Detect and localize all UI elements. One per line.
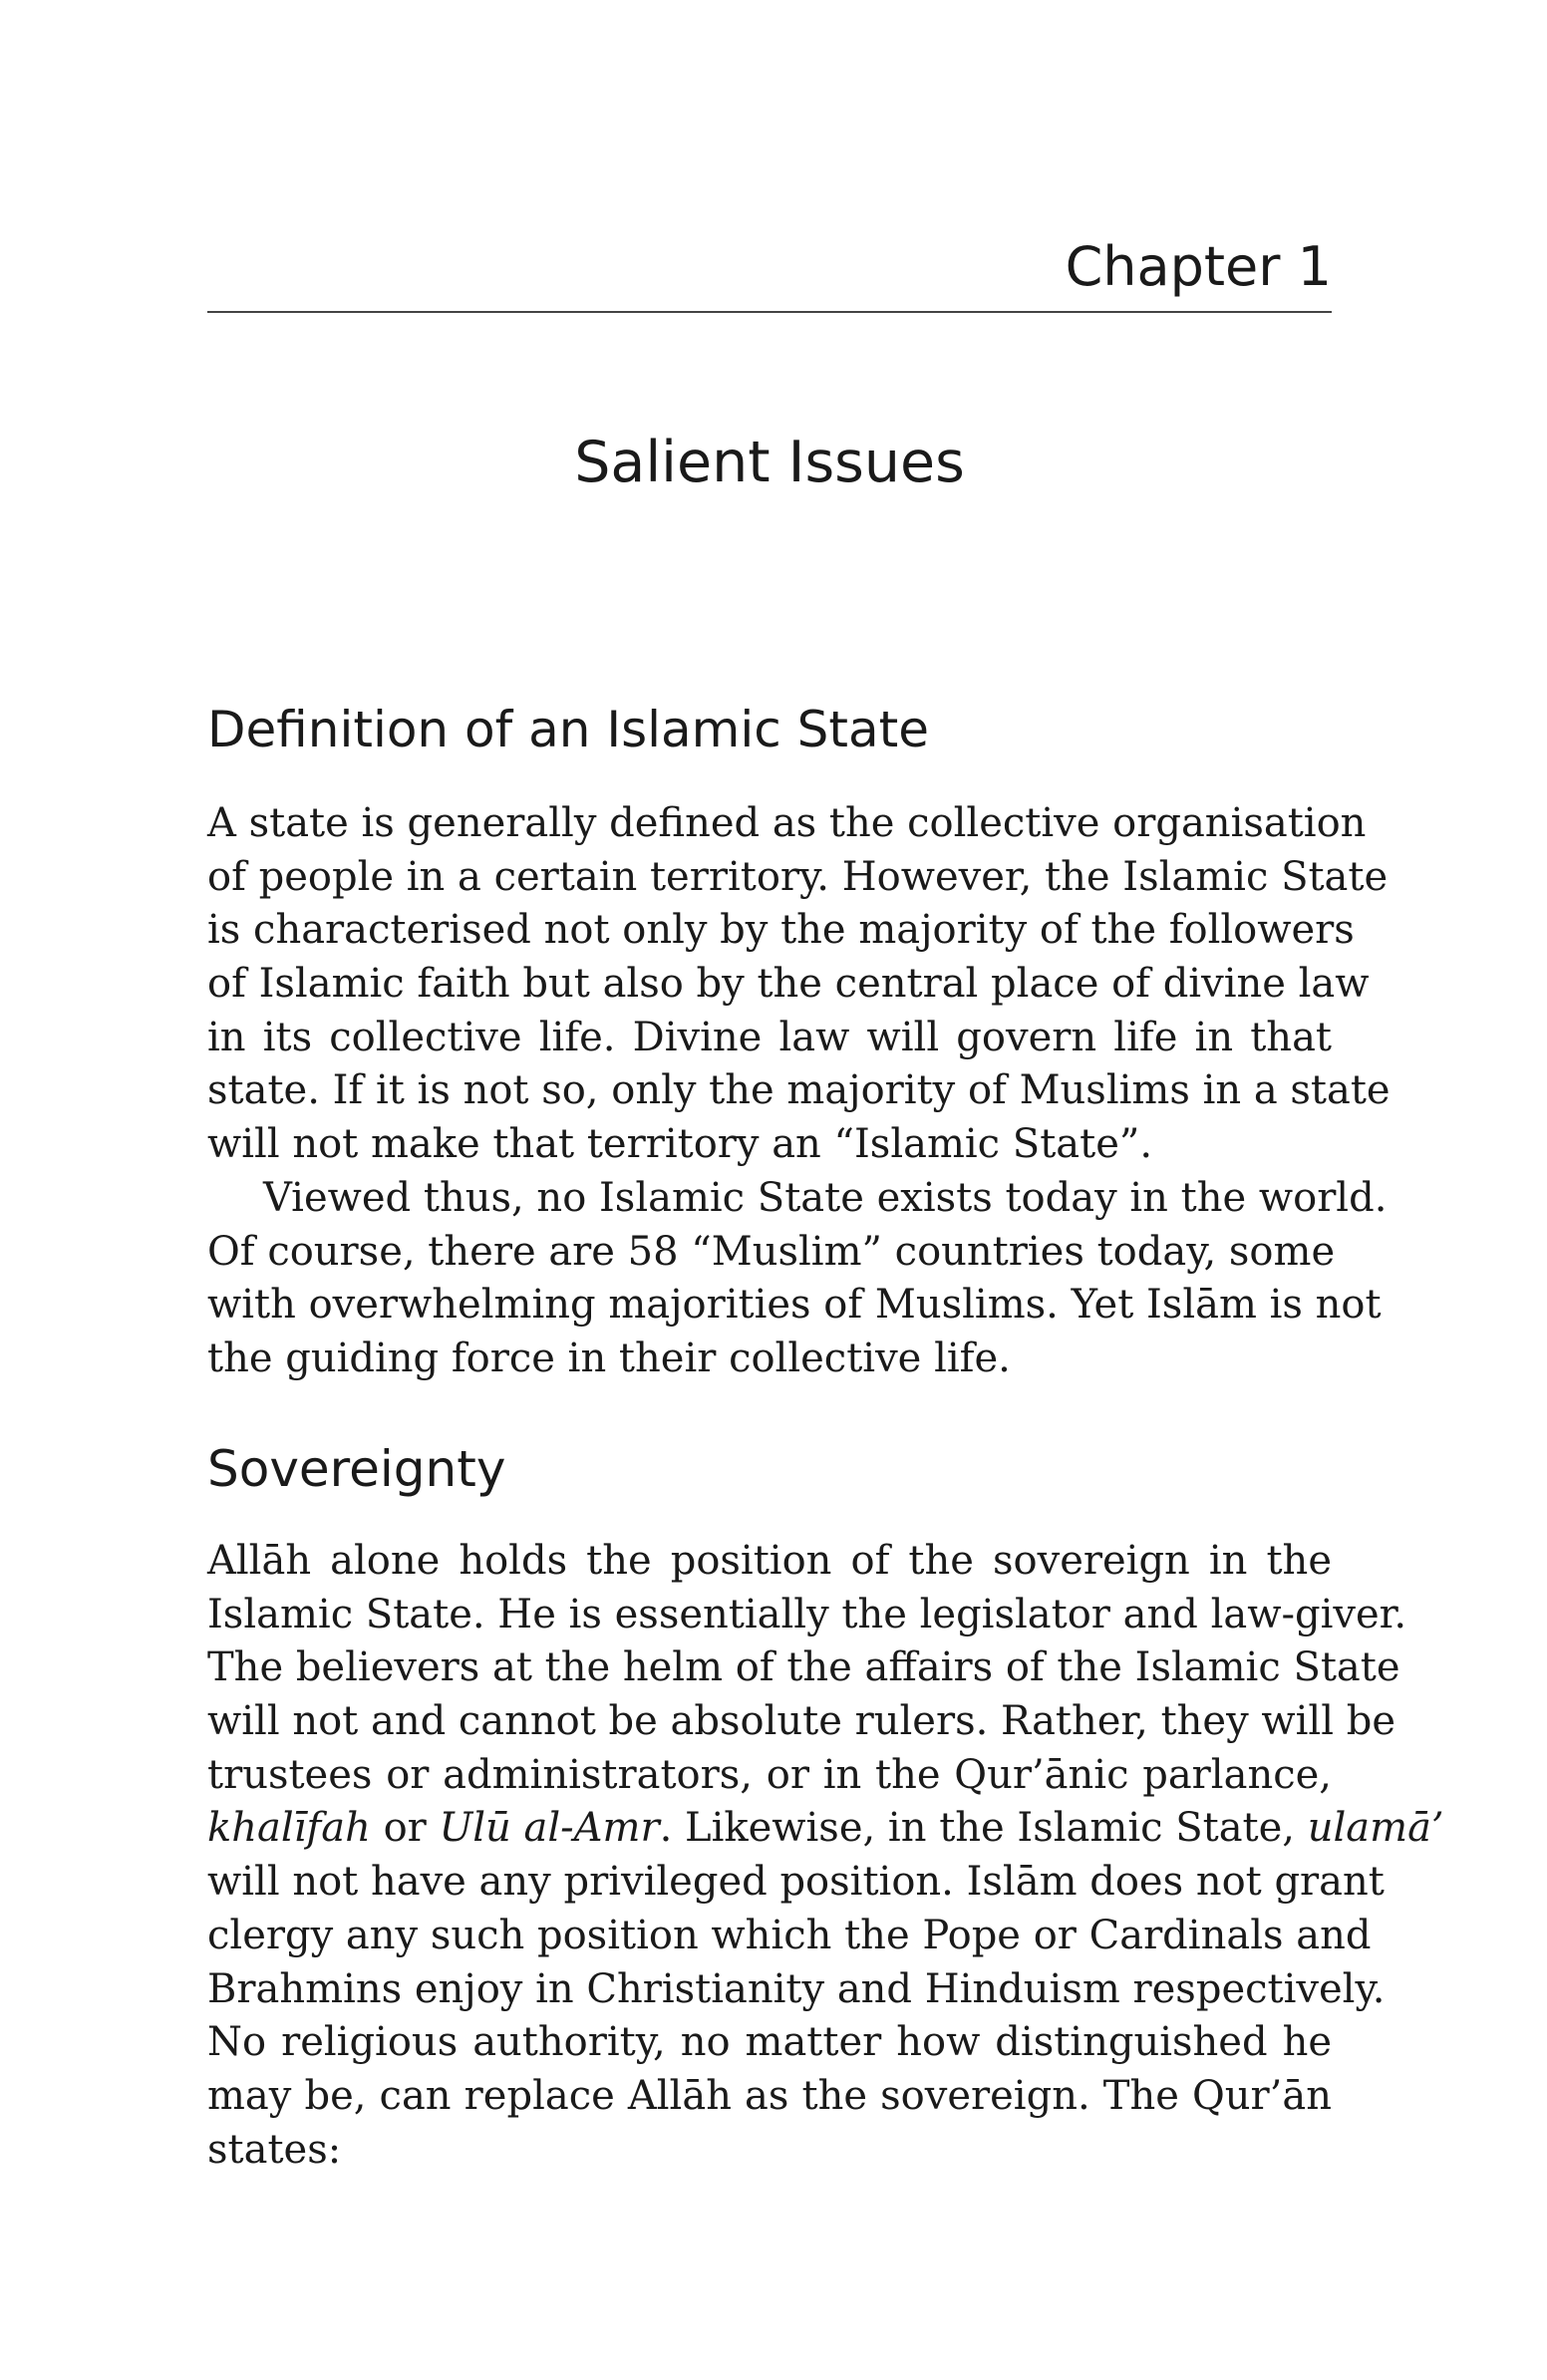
chapter-title: Salient Issues xyxy=(574,430,965,495)
term-ulu-al-amr: Ulū al-Amr xyxy=(439,1805,660,1852)
text-line: of people in a certain territory. However, the Islamic State xyxy=(207,853,1389,900)
section-heading-definition: Definition of an Islamic State xyxy=(207,701,929,758)
chapter-label: Chapter 1 xyxy=(1065,235,1332,298)
text-line: of Islamic faith but also by the central place of divine law xyxy=(207,961,1370,1008)
text-line-mixed xyxy=(207,1802,1444,1856)
text-line: in its collective life. Divine law will govern life in that xyxy=(207,1014,1332,1060)
text-line: Viewed thus, no Islamic State exists today in the world. xyxy=(263,1174,1388,1221)
chapter-rule xyxy=(207,311,1332,313)
term-khalifah: khalīfah xyxy=(207,1805,371,1852)
text-line: clergy any such position which the Pope or Cardinals and xyxy=(207,1912,1372,1958)
text-line: state. If it is not so, only the majority of Muslims in a state xyxy=(207,1067,1391,1114)
section-heading-sovereignty: Sovereignty xyxy=(207,1440,506,1498)
section-body-sovereignty xyxy=(207,1535,1444,2177)
text-line: Of course, there are 58 “Muslim” countries today, some xyxy=(207,1228,1336,1275)
text-line: No religious authority, no matter how distinguished he xyxy=(207,2019,1332,2066)
text-line: Brahmins enjoy in Christianity and Hinduism respectively. xyxy=(207,1965,1386,2012)
text-line: will not and cannot be absolute rulers. Rather, they will be xyxy=(207,1698,1396,1745)
text-fragment: or xyxy=(370,1805,440,1852)
text-line: states: xyxy=(207,2126,342,2173)
text-line: will not have any privileged position. Islām does not grant xyxy=(207,1859,1385,1906)
text-line: A state is generally defined as the collective organisation xyxy=(207,800,1367,846)
text-line: will not make that territory an “Islamic State”. xyxy=(207,1121,1153,1168)
text-line: The believers at the helm of the affairs of the Islamic State xyxy=(207,1644,1400,1691)
text-line: may be, can replace Allāh as the sovereign. The Qur’ān xyxy=(207,2072,1332,2119)
text-line: Islamic State. He is essentially the legislator and law-giver. xyxy=(207,1591,1407,1637)
text-line: Allāh alone holds the position of the sovereign in the xyxy=(207,1538,1332,1584)
section-body-definition xyxy=(207,797,1391,1386)
text-line: with overwhelming majorities of Muslims. Yet Islām is not xyxy=(207,1282,1382,1329)
text-fragment: . Likewise, in the Islamic State, xyxy=(659,1805,1308,1852)
text-line: is characterised not only by the majority of the followers xyxy=(207,907,1355,954)
term-ulama: ulamā’ xyxy=(1307,1805,1444,1852)
text-line: trustees or administrators, or in the Qur’ānic parlance, xyxy=(207,1751,1332,1798)
text-line: the guiding force in their collective life. xyxy=(207,1335,1011,1381)
